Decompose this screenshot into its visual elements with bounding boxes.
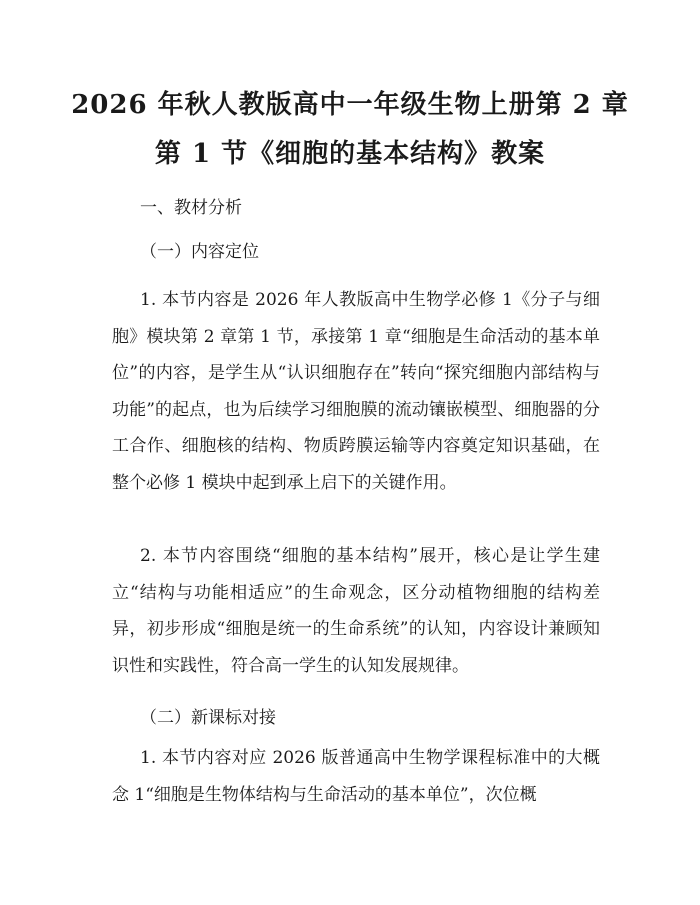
paragraph-content-positioning-2: 2. 本节内容围绕“细胞的基本结构”展开，核心是让学生建立“结构与功能相适应”的生命观念，区分动植物细胞的结构差异，初步形成“细胞是统一的生命系统”的认知，内容设计兼顾知识性和实践性，符合高一学生的认知发展规律。 — [112, 546, 600, 676]
paragraph-curriculum-alignment-1: 1. 本节内容对应 2026 版普通高中生物学课程标准中的大概念 1“细胞是生物体结构与生命活动的基本单位”，次位概 — [112, 748, 600, 805]
document-title-line-1: 2026 年秋人教版高中一年级生物上册第 2 章 — [71, 90, 629, 120]
subsection-heading-curriculum-alignment: （二）新课标对接 — [140, 708, 276, 728]
subsection-heading-content-positioning: （一）内容定位 — [140, 242, 259, 262]
document-title-line-2: 第 1 节《细胞的基本结构》教案 — [154, 139, 546, 169]
paragraph-content-positioning-1: 1. 本节内容是 2026 年人教版高中生物学必修 1《分子与细胞》模块第 2 章第 1 节，承接第 1 章“细胞是生命活动的基本单位”的内容，是学生从“认识细胞存在”转向“探究细胞内部结构与功能”的起点，也为后续学习细胞膜的流动镶嵌模型、细胞器的分工合作、细胞核的结构、物质跨膜运输等内容奠定知识基础，在整个必修 1 模块中起到承上启下的关键作用。 — [112, 290, 600, 493]
section-heading-textbook-analysis: 一、教材分析 — [140, 198, 242, 218]
